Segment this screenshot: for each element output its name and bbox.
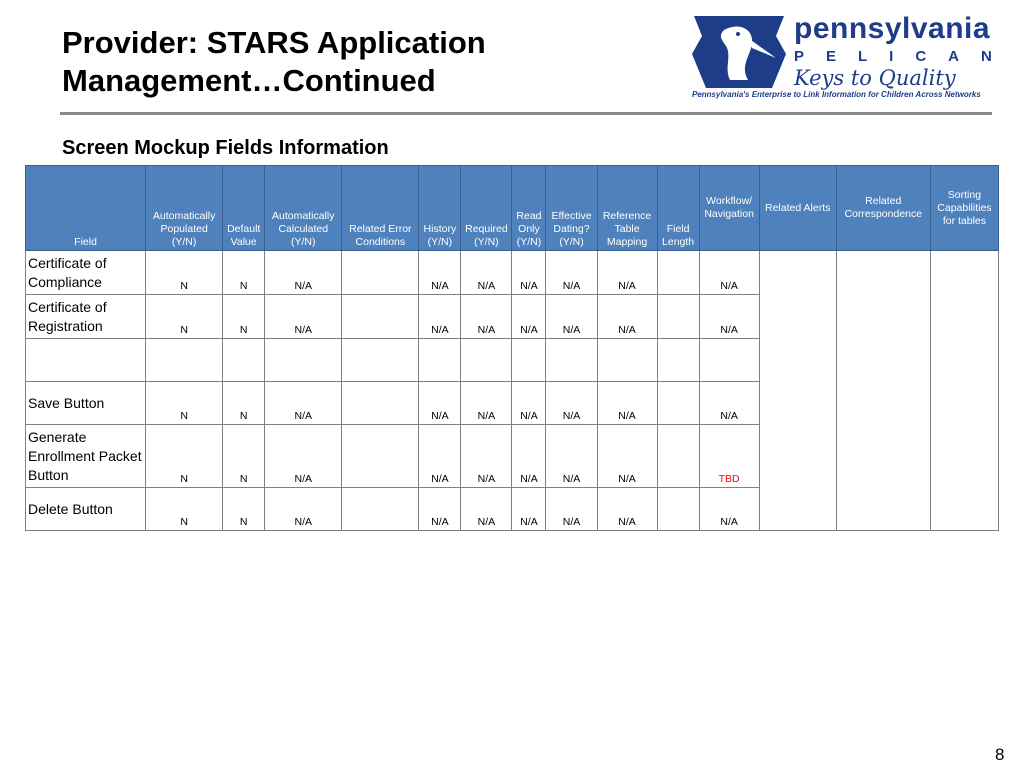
table-cell [342,382,419,425]
logo-tagline: Pennsylvania's Enterprise to Link Information for Children Across Networks [692,90,981,99]
field-name-cell: Generate Enrollment Packet Button [26,425,146,488]
table-cell: N/A [461,295,512,339]
table-cell: N [146,295,223,339]
table-cell: N/A [512,295,546,339]
table-cell: N/A [461,425,512,488]
table-row [26,251,999,295]
table-cell: N [223,382,265,425]
table-cell [342,251,419,295]
logo-pelican: PELICAN [794,48,1014,65]
page-number: 8 [995,745,1005,764]
table-cell: N [146,488,223,531]
col-header-related-correspondence: Related Correspondence [836,166,930,251]
section-subtitle: Screen Mockup Fields Information [62,137,389,159]
table-cell: N/A [699,488,759,531]
table-cell: N/A [265,488,342,531]
logo-brand: pennsylvania [794,12,991,45]
table-cell: N/A [597,251,657,295]
table-cell [419,339,461,382]
table-cell: N/A [597,295,657,339]
col-header-auto-populated: Automatically Populated (Y/N) [146,166,223,251]
table-cell [657,251,699,295]
table-cell [657,295,699,339]
table-cell [342,295,419,339]
table-cell: N/A [419,251,461,295]
table-cell: N/A [512,251,546,295]
table-cell: N/A [461,488,512,531]
table-cell: N/A [699,251,759,295]
pelican-logo [688,14,1012,102]
table-cell [461,339,512,382]
table-cell: N/A [512,382,546,425]
field-name-cell: Delete Button [26,488,146,531]
related-correspondence-merged-cell [836,251,930,531]
table-cell [657,339,699,382]
title-line-1: Provider: STARS Application [62,25,486,60]
col-header-workflow-navigation: Workflow/ Navigation [699,166,759,251]
tbd-cell: TBD [699,425,759,488]
table-cell: N [223,488,265,531]
col-header-field-length: Field Length [657,166,699,251]
field-name-cell [26,339,146,382]
table-cell: N/A [461,251,512,295]
field-name-cell: Certificate of Compliance [26,251,146,295]
col-header-related-error-conditions: Related Error Conditions [342,166,419,251]
table-cell: N/A [512,425,546,488]
field-name-cell: Certificate of Registration [26,295,146,339]
title-divider [60,112,992,115]
logo-keys: Keys to Quality [794,66,956,90]
table-cell: N/A [265,251,342,295]
table-cell: N/A [597,488,657,531]
table-cell: N/A [419,488,461,531]
table-cell [342,425,419,488]
table-cell: N/A [597,382,657,425]
col-header-effective-dating: Effective Dating? (Y/N) [546,166,597,251]
table-cell: N/A [461,382,512,425]
related-alerts-merged-cell [759,251,836,531]
title-line-2: Management…Continued [62,63,436,98]
col-header-required: Required (Y/N) [461,166,512,251]
table-cell [512,339,546,382]
table-cell [699,339,759,382]
col-header-read-only: Read Only (Y/N) [512,166,546,251]
table-cell: N [223,251,265,295]
col-header-field: Field [26,166,146,251]
table-cell [597,339,657,382]
table-cell: N/A [546,425,597,488]
table-cell: N/A [419,295,461,339]
col-header-sorting-capabilities: Sorting Capabilities for tables [930,166,998,251]
table-cell [657,488,699,531]
col-header-reference-table-mapping: Reference Table Mapping [597,166,657,251]
table-cell: N [223,425,265,488]
table-cell: N [146,425,223,488]
table-cell: N/A [419,425,461,488]
table-cell: N/A [699,382,759,425]
table-cell: N/A [419,382,461,425]
table-cell: N/A [512,488,546,531]
table-cell [546,339,597,382]
table-cell [223,339,265,382]
slide-title [62,24,662,100]
field-name-cell: Save Button [26,382,146,425]
table-cell [657,425,699,488]
table-cell: N/A [699,295,759,339]
table-cell: N/A [265,382,342,425]
sorting-capabilities-merged-cell [930,251,998,531]
table-cell [265,339,342,382]
table-cell: N/A [265,295,342,339]
table-cell [342,488,419,531]
table-cell [342,339,419,382]
table-cell: N/A [546,382,597,425]
table-header-row [26,166,999,251]
table-cell: N [223,295,265,339]
table-cell [146,339,223,382]
table-cell: N [146,382,223,425]
col-header-history: History (Y/N) [419,166,461,251]
table-cell: N/A [546,251,597,295]
col-header-related-alerts: Related Alerts [759,166,836,251]
fields-table [25,165,999,531]
table-cell: N/A [597,425,657,488]
table-cell: N/A [546,488,597,531]
table-cell [657,382,699,425]
keystone-pelican-icon [688,14,790,90]
col-header-default-value: Default Value [223,166,265,251]
table-cell: N/A [546,295,597,339]
table-cell: N/A [265,425,342,488]
table-cell: N [146,251,223,295]
col-header-auto-calculated: Automatically Calculated (Y/N) [265,166,342,251]
